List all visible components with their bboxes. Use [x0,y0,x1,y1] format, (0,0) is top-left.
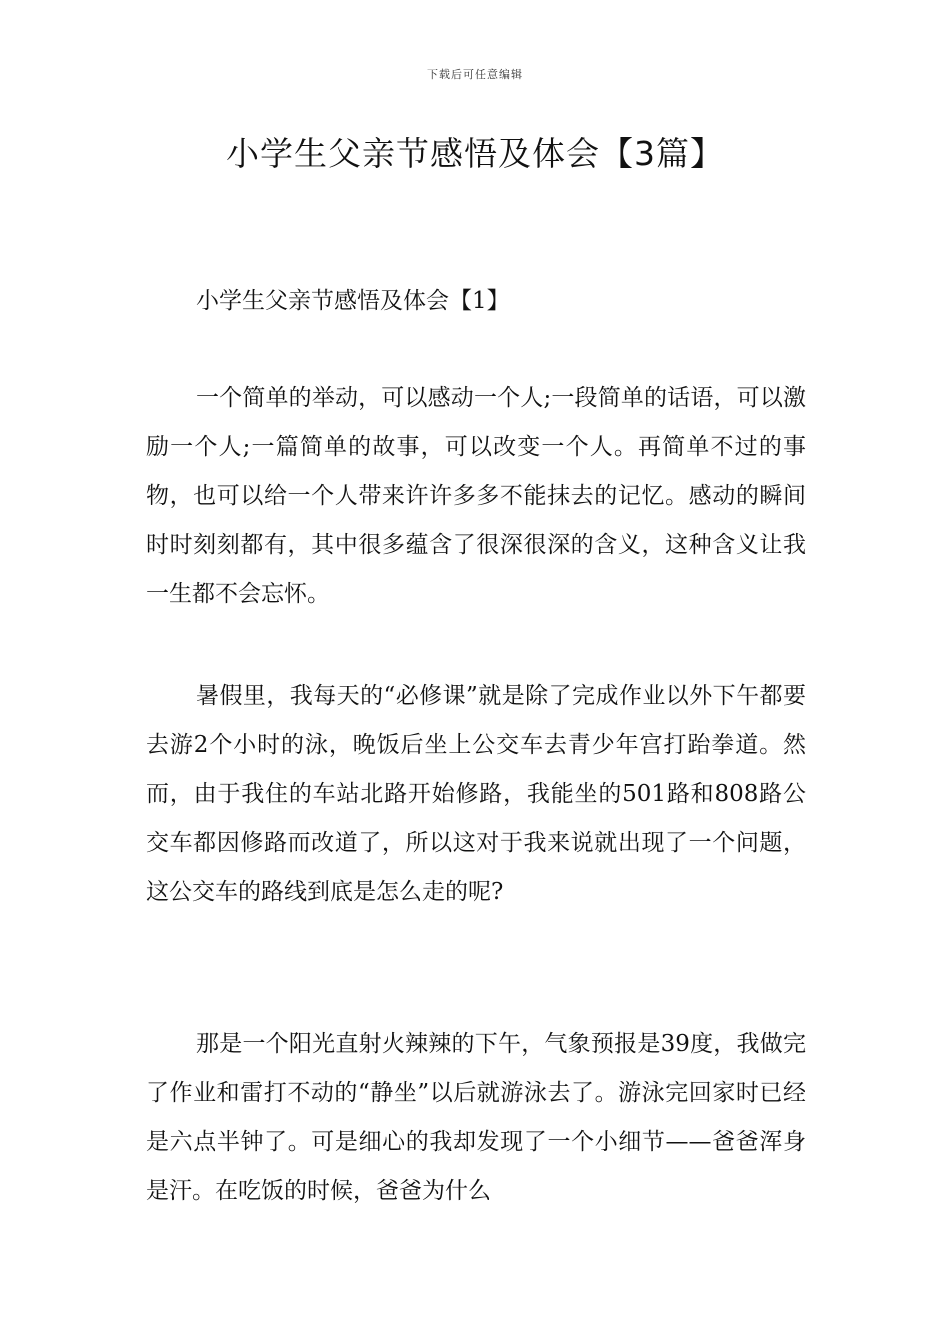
header-note: 下载后可任意编辑 [427,68,523,81]
section-heading: 小学生父亲节感悟及体会【1】 [196,288,510,314]
paragraph-1: 一个简单的举动，可以感动一个人;一段简单的话语，可以激励一个人;一篇简单的故事，可以改变一个人。再简单不过的事物，也可以给一个人带来许许多多不能抹去的记忆。感动的瞬间时时刻刻都有，其中很多蕴含了很深很深的含义，这种含义让我一生都不会忘怀。 [146,385,806,607]
paragraph-3: 那是一个阳光直射火辣辣的下午，气象预报是39度，我做完了作业和雷打不动的“静坐”以后就游泳去了。游泳完回家时已经是六点半钟了。可是细心的我却发现了一个小细节——爸爸浑身是汗。在吃饭的时候，爸爸为什么 [146,1031,806,1204]
document-title: 小学生父亲节感悟及体会【3篇】 [226,134,724,173]
paragraph-2: 暑假里，我每天的“必修课”就是除了完成作业以外下午都要去游2个小时的泳，晚饭后坐上公交车去青少年宫打跆拳道。然而，由于我住的车站北路开始修路，我能坐的501路和808路公交车都因修路而改道了，所以这对于我来说就出现了一个问题，这公交车的路线到底是怎么走的呢? [146,683,806,905]
